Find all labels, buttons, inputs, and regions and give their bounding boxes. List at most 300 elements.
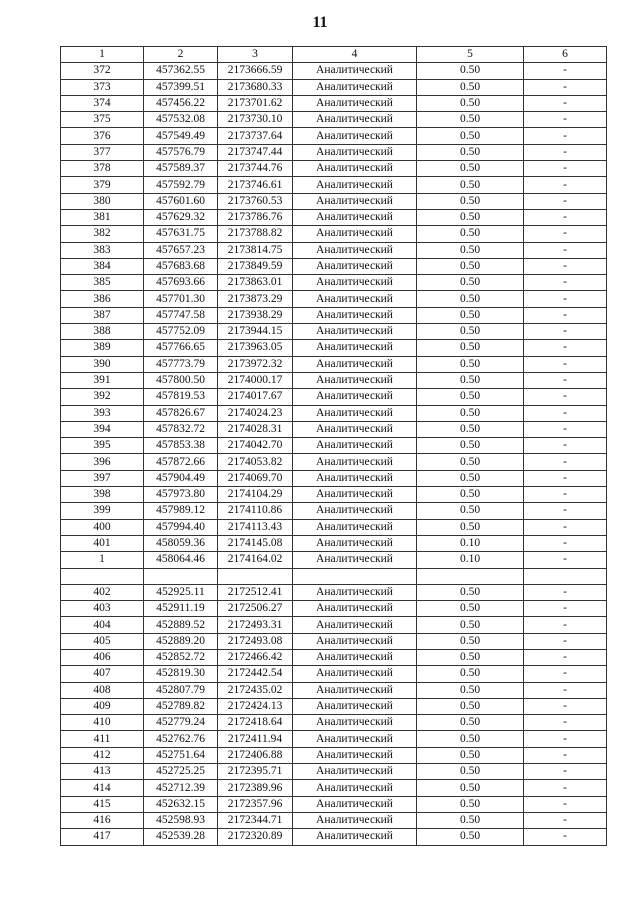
- table-cell: [144, 568, 218, 584]
- table-row: [61, 666, 607, 682]
- table-row: [61, 796, 607, 812]
- table-cell: 2172418.64: [218, 715, 293, 731]
- table-cell: Аналитический: [293, 95, 417, 111]
- table-row: [61, 324, 607, 340]
- table-cell: Аналитический: [293, 63, 417, 79]
- table-cell: -: [524, 340, 607, 356]
- table-cell: 2173730.10: [218, 112, 293, 128]
- table-cell: 452889.20: [144, 633, 218, 649]
- table-cell: 2172344.71: [218, 812, 293, 828]
- table-cell: -: [524, 487, 607, 503]
- table-cell: 2173873.29: [218, 291, 293, 307]
- table-cell: 457631.75: [144, 226, 218, 242]
- table-row: [61, 372, 607, 388]
- table-row: [61, 161, 607, 177]
- table-cell: 452632.15: [144, 796, 218, 812]
- table-cell: 457592.79: [144, 177, 218, 193]
- table-cell: 0.50: [417, 128, 524, 144]
- table-cell: 406: [61, 649, 144, 665]
- table-cell: -: [524, 95, 607, 111]
- table-row: [61, 812, 607, 828]
- table-row: [61, 226, 607, 242]
- table-cell: 2172435.02: [218, 682, 293, 698]
- table-cell: 457683.68: [144, 258, 218, 274]
- table-cell: 0.50: [417, 193, 524, 209]
- table-cell: 0.10: [417, 552, 524, 568]
- table-cell: 452762.76: [144, 731, 218, 747]
- table-cell: 398: [61, 487, 144, 503]
- table-cell: 457549.49: [144, 128, 218, 144]
- table-cell: Аналитический: [293, 649, 417, 665]
- table-row: [61, 470, 607, 486]
- table-cell: 2174069.70: [218, 470, 293, 486]
- table-row: [61, 503, 607, 519]
- table-cell: 0.50: [417, 487, 524, 503]
- table-cell: 395: [61, 438, 144, 454]
- table-cell: 383: [61, 242, 144, 258]
- table-cell: 0.50: [417, 747, 524, 763]
- table-cell: -: [524, 764, 607, 780]
- table-cell: 407: [61, 666, 144, 682]
- table-cell: Аналитический: [293, 209, 417, 225]
- table-cell: 394: [61, 421, 144, 437]
- table-cell: Аналитический: [293, 601, 417, 617]
- table-row: [61, 275, 607, 291]
- table-cell: -: [524, 128, 607, 144]
- table-cell: 2174110.86: [218, 503, 293, 519]
- table-row: [61, 193, 607, 209]
- table-cell: Аналитический: [293, 487, 417, 503]
- table-cell: 402: [61, 584, 144, 600]
- table-cell: 452789.82: [144, 698, 218, 714]
- table-cell: 393: [61, 405, 144, 421]
- table-row: [61, 454, 607, 470]
- table-cell: 413: [61, 764, 144, 780]
- table-cell: 457872.66: [144, 454, 218, 470]
- table-cell: Аналитический: [293, 780, 417, 796]
- table-cell: 0.50: [417, 258, 524, 274]
- table-cell: 2172406.88: [218, 747, 293, 763]
- table-cell: -: [524, 291, 607, 307]
- table-row: [61, 291, 607, 307]
- table-cell: 385: [61, 275, 144, 291]
- table-cell: 2174042.70: [218, 438, 293, 454]
- table-cell: 452751.64: [144, 747, 218, 763]
- table-cell: -: [524, 112, 607, 128]
- table-cell: 0.50: [417, 454, 524, 470]
- table-cell: -: [524, 633, 607, 649]
- table-cell: Аналитический: [293, 764, 417, 780]
- table-cell: 457752.09: [144, 324, 218, 340]
- table-cell: 457589.37: [144, 161, 218, 177]
- table-cell: -: [524, 63, 607, 79]
- table-cell: -: [524, 161, 607, 177]
- table-cell: 392: [61, 389, 144, 405]
- table-cell: 400: [61, 519, 144, 535]
- table-cell: 457819.53: [144, 389, 218, 405]
- table-cell: -: [524, 780, 607, 796]
- table-cell: 380: [61, 193, 144, 209]
- table-cell: -: [524, 552, 607, 568]
- table-cell: -: [524, 698, 607, 714]
- table-row: [61, 356, 607, 372]
- table-cell: -: [524, 193, 607, 209]
- table-cell: 0.50: [417, 372, 524, 388]
- column-header: 5: [417, 47, 524, 63]
- table-row: [61, 177, 607, 193]
- table-row: [61, 829, 607, 845]
- table-cell: 0.50: [417, 731, 524, 747]
- table-cell: Аналитический: [293, 340, 417, 356]
- table-cell: Аналитический: [293, 144, 417, 160]
- table-cell: 458064.46: [144, 552, 218, 568]
- table-cell: 0.50: [417, 226, 524, 242]
- table-cell: [61, 568, 144, 584]
- table-row: [61, 649, 607, 665]
- table-cell: 0.50: [417, 682, 524, 698]
- table-cell: Аналитический: [293, 747, 417, 763]
- table-cell: 457399.51: [144, 79, 218, 95]
- table-row: [61, 112, 607, 128]
- table-cell: 388: [61, 324, 144, 340]
- table-cell: -: [524, 405, 607, 421]
- table-cell: 0.50: [417, 421, 524, 437]
- table-cell: 377: [61, 144, 144, 160]
- table-cell: 2172506.27: [218, 601, 293, 617]
- table-cell: 372: [61, 63, 144, 79]
- table-cell: 2174000.17: [218, 372, 293, 388]
- table-cell: 0.50: [417, 666, 524, 682]
- table-cell: 2174104.29: [218, 487, 293, 503]
- table-cell: 457989.12: [144, 503, 218, 519]
- column-header: 1: [61, 47, 144, 63]
- table-cell: 2174145.08: [218, 535, 293, 551]
- table-cell: 0.50: [417, 307, 524, 323]
- table-cell: 412: [61, 747, 144, 763]
- column-header: 3: [218, 47, 293, 63]
- table-cell: 2173814.75: [218, 242, 293, 258]
- table-cell: Аналитический: [293, 552, 417, 568]
- table-cell: 457362.55: [144, 63, 218, 79]
- table-cell: Аналитический: [293, 698, 417, 714]
- table-cell: 457826.67: [144, 405, 218, 421]
- table-cell: -: [524, 454, 607, 470]
- table-cell: 452725.25: [144, 764, 218, 780]
- table-cell: -: [524, 649, 607, 665]
- table-cell: -: [524, 584, 607, 600]
- table-row: [61, 128, 607, 144]
- table-cell: 2172357.96: [218, 796, 293, 812]
- table-cell: 2173972.32: [218, 356, 293, 372]
- table-row: [61, 209, 607, 225]
- table-cell: 408: [61, 682, 144, 698]
- table-cell: 2174053.82: [218, 454, 293, 470]
- page-number: 11: [312, 14, 328, 31]
- table-cell: Аналитический: [293, 470, 417, 486]
- table-cell: 457773.79: [144, 356, 218, 372]
- table-row: [61, 584, 607, 600]
- table-cell: Аналитический: [293, 177, 417, 193]
- table-cell: 389: [61, 340, 144, 356]
- table-cell: 382: [61, 226, 144, 242]
- column-header: 2: [144, 47, 218, 63]
- table-cell: 0.50: [417, 389, 524, 405]
- table-cell: 0.50: [417, 161, 524, 177]
- table-row: [61, 698, 607, 714]
- table-cell: 0.50: [417, 63, 524, 79]
- table-cell: Аналитический: [293, 633, 417, 649]
- table-cell: 457832.72: [144, 421, 218, 437]
- table-cell: Аналитический: [293, 356, 417, 372]
- table-cell: 2172424.13: [218, 698, 293, 714]
- table-cell: 0.50: [417, 95, 524, 111]
- table-cell: -: [524, 682, 607, 698]
- table-cell: -: [524, 372, 607, 388]
- table-cell: Аналитический: [293, 226, 417, 242]
- table-cell: 457800.50: [144, 372, 218, 388]
- table-cell: 457701.30: [144, 291, 218, 307]
- table-cell: Аналитический: [293, 128, 417, 144]
- table-cell: -: [524, 470, 607, 486]
- table-cell: -: [524, 731, 607, 747]
- table-cell: 2173760.53: [218, 193, 293, 209]
- table-cell: Аналитический: [293, 324, 417, 340]
- table-cell: -: [524, 829, 607, 845]
- table-cell: 0.50: [417, 291, 524, 307]
- table-cell: 0.50: [417, 584, 524, 600]
- table-cell: Аналитический: [293, 405, 417, 421]
- table-row: [61, 258, 607, 274]
- table-cell: 2173746.61: [218, 177, 293, 193]
- table-cell: 0.50: [417, 829, 524, 845]
- table-cell: 381: [61, 209, 144, 225]
- table-row: [61, 144, 607, 160]
- table-cell: -: [524, 324, 607, 340]
- table-cell: 2173849.59: [218, 258, 293, 274]
- table-row: [61, 552, 607, 568]
- table-cell: -: [524, 535, 607, 551]
- table-row: [61, 421, 607, 437]
- table-cell: 384: [61, 258, 144, 274]
- table-cell: 2174024.23: [218, 405, 293, 421]
- table-cell: -: [524, 389, 607, 405]
- table-cell: 457576.79: [144, 144, 218, 160]
- table-cell: 2172395.71: [218, 764, 293, 780]
- table-cell: 404: [61, 617, 144, 633]
- table-cell: 375: [61, 112, 144, 128]
- table-row: [61, 568, 607, 584]
- table-cell: 452852.72: [144, 649, 218, 665]
- table-cell: Аналитический: [293, 438, 417, 454]
- table-cell: 2172389.96: [218, 780, 293, 796]
- table-cell: 457853.38: [144, 438, 218, 454]
- table-cell: 2172512.41: [218, 584, 293, 600]
- table-cell: 0.50: [417, 601, 524, 617]
- table-cell: 457973.80: [144, 487, 218, 503]
- table-row: [61, 535, 607, 551]
- table-cell: Аналитический: [293, 617, 417, 633]
- table-cell: [218, 568, 293, 584]
- table-cell: Аналитический: [293, 454, 417, 470]
- table-cell: 410: [61, 715, 144, 731]
- table-cell: Аналитический: [293, 291, 417, 307]
- table-cell: 457904.49: [144, 470, 218, 486]
- table-cell: 452779.24: [144, 715, 218, 731]
- table-cell: 417: [61, 829, 144, 845]
- table-row: [61, 601, 607, 617]
- table-cell: 390: [61, 356, 144, 372]
- table-cell: 2172411.94: [218, 731, 293, 747]
- table-cell: 0.50: [417, 144, 524, 160]
- table-cell: 0.10: [417, 535, 524, 551]
- table-cell: Аналитический: [293, 161, 417, 177]
- table-cell: 0.50: [417, 79, 524, 95]
- table-cell: Аналитический: [293, 275, 417, 291]
- table-cell: 2172320.89: [218, 829, 293, 845]
- table-cell: 0.50: [417, 324, 524, 340]
- table-cell: 2173863.01: [218, 275, 293, 291]
- table-cell: [293, 568, 417, 584]
- table-cell: -: [524, 812, 607, 828]
- table-cell: Аналитический: [293, 715, 417, 731]
- table-cell: 457657.23: [144, 242, 218, 258]
- table-cell: 452925.11: [144, 584, 218, 600]
- table-cell: 2172493.08: [218, 633, 293, 649]
- table-cell: 457766.65: [144, 340, 218, 356]
- table-cell: 378: [61, 161, 144, 177]
- table-cell: -: [524, 617, 607, 633]
- table-cell: 0.50: [417, 519, 524, 535]
- table-cell: -: [524, 438, 607, 454]
- table-cell: Аналитический: [293, 829, 417, 845]
- table-cell: 409: [61, 698, 144, 714]
- table-cell: 457456.22: [144, 95, 218, 111]
- table-cell: 386: [61, 291, 144, 307]
- table-cell: -: [524, 421, 607, 437]
- table-cell: 0.50: [417, 242, 524, 258]
- table-cell: 376: [61, 128, 144, 144]
- table-cell: 0.50: [417, 356, 524, 372]
- column-header: 4: [293, 47, 417, 63]
- table-row: [61, 633, 607, 649]
- table-cell: Аналитический: [293, 242, 417, 258]
- table-row: [61, 682, 607, 698]
- table-cell: 0.50: [417, 780, 524, 796]
- table-cell: 0.50: [417, 177, 524, 193]
- table-cell: Аналитический: [293, 812, 417, 828]
- table-cell: -: [524, 747, 607, 763]
- table-cell: 415: [61, 796, 144, 812]
- table-cell: 2173938.29: [218, 307, 293, 323]
- table-cell: 457629.32: [144, 209, 218, 225]
- table-cell: 374: [61, 95, 144, 111]
- table-cell: 2173666.59: [218, 63, 293, 79]
- table-cell: 397: [61, 470, 144, 486]
- table-cell: Аналитический: [293, 389, 417, 405]
- table-row: [61, 747, 607, 763]
- table-cell: 0.50: [417, 405, 524, 421]
- table-cell: -: [524, 666, 607, 682]
- table-row: [61, 63, 607, 79]
- table-cell: 391: [61, 372, 144, 388]
- table-cell: 414: [61, 780, 144, 796]
- table-row: [61, 519, 607, 535]
- table-cell: Аналитический: [293, 682, 417, 698]
- table-cell: 457747.58: [144, 307, 218, 323]
- table-cell: -: [524, 258, 607, 274]
- table-cell: -: [524, 242, 607, 258]
- table-row: [61, 487, 607, 503]
- table-cell: 2172466.42: [218, 649, 293, 665]
- table-row: [61, 242, 607, 258]
- table-cell: 411: [61, 731, 144, 747]
- table-header-row: [61, 47, 607, 63]
- table-cell: 387: [61, 307, 144, 323]
- table-cell: Аналитический: [293, 519, 417, 535]
- table-cell: 0.50: [417, 698, 524, 714]
- table-cell: 0.50: [417, 209, 524, 225]
- table-cell: -: [524, 519, 607, 535]
- table-cell: 0.50: [417, 340, 524, 356]
- table-row: [61, 617, 607, 633]
- table-row: [61, 438, 607, 454]
- table-cell: 2173737.64: [218, 128, 293, 144]
- table-cell: 0.50: [417, 470, 524, 486]
- table-cell: 0.50: [417, 275, 524, 291]
- coordinates-table: [60, 46, 607, 846]
- table-cell: [417, 568, 524, 584]
- table-cell: 2173680.33: [218, 79, 293, 95]
- table-cell: 2172493.31: [218, 617, 293, 633]
- table-cell: 452712.39: [144, 780, 218, 796]
- table-cell: 2173788.82: [218, 226, 293, 242]
- table-cell: -: [524, 177, 607, 193]
- table-cell: -: [524, 503, 607, 519]
- table-cell: 457693.66: [144, 275, 218, 291]
- table-cell: 0.50: [417, 715, 524, 731]
- table-row: [61, 389, 607, 405]
- table-cell: Аналитический: [293, 584, 417, 600]
- table-row: [61, 764, 607, 780]
- table-row: [61, 95, 607, 111]
- table-cell: -: [524, 307, 607, 323]
- table-cell: -: [524, 601, 607, 617]
- table-cell: 452598.93: [144, 812, 218, 828]
- table-cell: Аналитический: [293, 112, 417, 128]
- table-cell: 2172442.54: [218, 666, 293, 682]
- table-cell: Аналитический: [293, 796, 417, 812]
- table-cell: 452889.52: [144, 617, 218, 633]
- table-cell: -: [524, 275, 607, 291]
- table-cell: -: [524, 796, 607, 812]
- table-cell: 1: [61, 552, 144, 568]
- table-cell: -: [524, 79, 607, 95]
- table-cell: 452539.28: [144, 829, 218, 845]
- table-cell: 452911.19: [144, 601, 218, 617]
- table-cell: Аналитический: [293, 79, 417, 95]
- table-cell: 416: [61, 812, 144, 828]
- table-cell: 0.50: [417, 649, 524, 665]
- table-row: [61, 715, 607, 731]
- table-cell: 457994.40: [144, 519, 218, 535]
- table-row: [61, 780, 607, 796]
- table-cell: 373: [61, 79, 144, 95]
- table-cell: 452807.79: [144, 682, 218, 698]
- table-cell: 2173747.44: [218, 144, 293, 160]
- table-cell: Аналитический: [293, 731, 417, 747]
- table-cell: -: [524, 209, 607, 225]
- table-cell: 2174113.43: [218, 519, 293, 535]
